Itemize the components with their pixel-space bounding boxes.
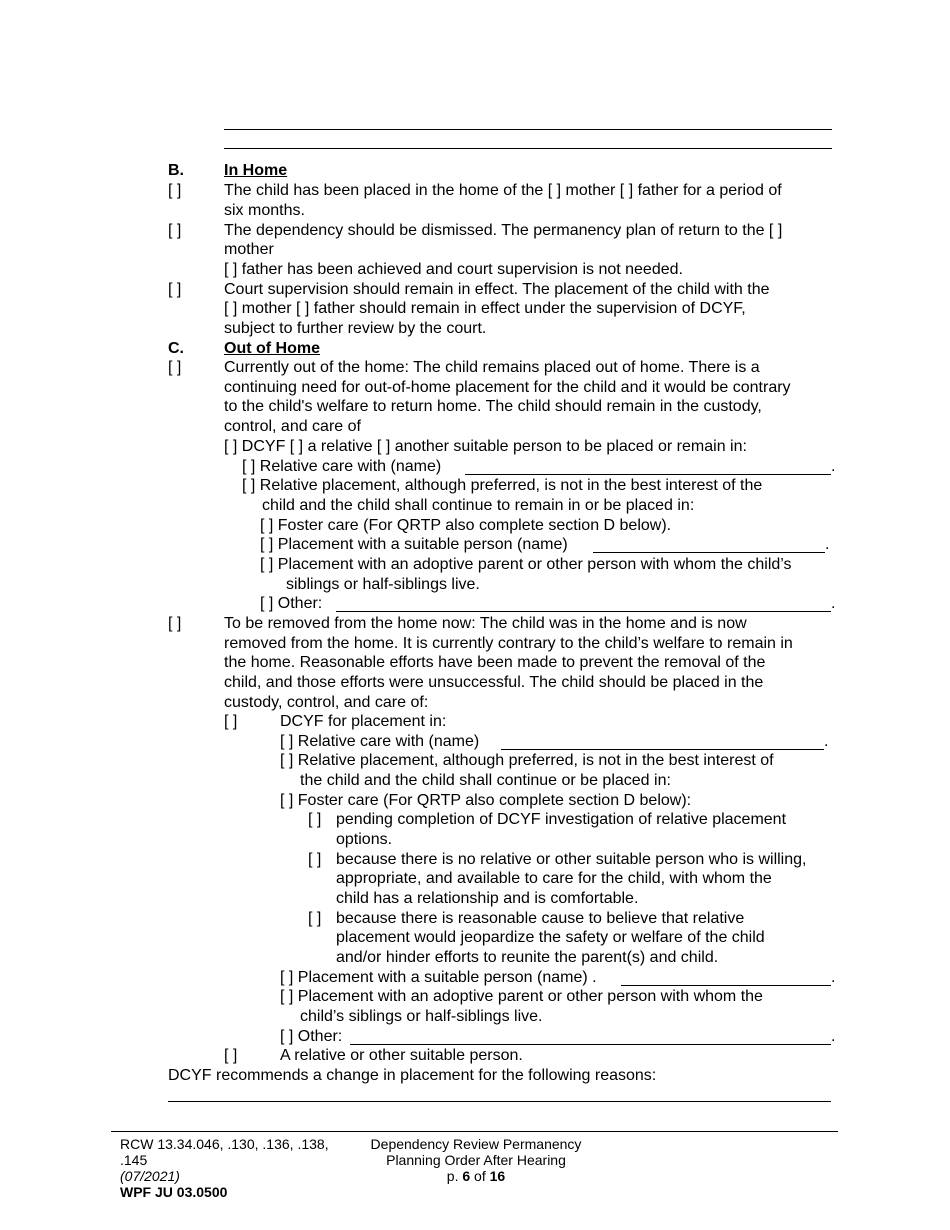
checkbox-b3[interactable]: [ ]	[168, 281, 182, 298]
footer-rcw-line-2: .145	[120, 1152, 148, 1168]
removed-line-3: the home. Reasonable efforts have been made to prevent the removal of the	[224, 654, 766, 671]
jeopardize-line-2: placement would jeopardize the safety or welfare of the child	[336, 929, 765, 946]
suitable-person-name-field[interactable]	[593, 552, 825, 553]
relative-care-period: .	[831, 458, 836, 475]
removed-other-field[interactable]	[350, 1044, 831, 1045]
foster-care-option[interactable]: [ ] Foster care (For QRTP also complete section D below).	[260, 517, 672, 534]
jeopardize-line-3: and/or hinder efforts to reunite the parent(s) and child.	[336, 949, 719, 966]
custodian-options[interactable]: [ ] DCYF [ ] a relative [ ] another suitable person to be placed or remain in:	[224, 438, 747, 455]
b2-line-1: The dependency should be dismissed. The permanency plan of return to the [ ]	[224, 222, 783, 239]
removed-line-1: To be removed from the home now: The child was in the home and is now	[224, 615, 747, 632]
answer-line-1[interactable]	[224, 129, 832, 130]
removed-other-option[interactable]: [ ] Other:	[280, 1028, 343, 1045]
pending-line-2: options.	[336, 831, 393, 848]
removed-relative-not-best-line-2: the child and the child shall continue or be placed in:	[300, 772, 671, 789]
currently-out-line-4: control, and care of	[224, 418, 361, 435]
relative-not-best-option[interactable]: [ ] Relative placement, although preferred, is not in the best interest of the	[242, 477, 763, 494]
removed-adoptive-line-2: child’s siblings or half-siblings live.	[300, 1008, 543, 1025]
recommendation-reasons-field[interactable]	[168, 1101, 831, 1102]
section-b-heading: In Home	[224, 162, 288, 179]
removed-suitable-person-option[interactable]: [ ] Placement with a suitable person (name) .	[280, 969, 597, 986]
relative-care-option[interactable]: [ ] Relative care with (name)	[242, 458, 442, 475]
removed-adoptive-option[interactable]: [ ] Placement with an adoptive parent or other person with whom the	[280, 988, 763, 1005]
relative-suitable-label: A relative or other suitable person.	[280, 1047, 523, 1064]
b1-line-2: six months.	[224, 202, 305, 219]
currently-out-line-3: to the child's welfare to return home. The child should remain in the custody,	[224, 398, 762, 415]
page-total: 16	[489, 1168, 506, 1184]
currently-out-line-1: Currently out of the home: The child remains placed out of home. There is a	[224, 359, 760, 376]
other-option[interactable]: [ ] Other:	[260, 595, 323, 612]
removed-relative-care-name-field[interactable]	[501, 749, 824, 750]
section-b-letter: B.	[168, 162, 184, 179]
removed-line-4: child, and those efforts were unsuccessful. The child should be placed in the	[224, 674, 764, 691]
other-field[interactable]	[336, 611, 831, 612]
checkbox-pending-investigation[interactable]: [ ]	[308, 811, 322, 828]
answer-line-2[interactable]	[224, 148, 832, 149]
no-relative-line-1: because there is no relative or other suitable person who is willing,	[336, 851, 807, 868]
relative-not-best-line-2: child and the child shall continue to remain in or be placed in:	[262, 497, 695, 514]
suitable-person-period: .	[825, 536, 830, 553]
checkbox-relative-suitable[interactable]: [ ]	[224, 1047, 238, 1064]
b1-line-1: The child has been placed in the home of the [ ] mother [ ] father for a period of	[224, 182, 782, 199]
no-relative-line-2: appropriate, and available to care for the child, with whom the	[336, 870, 772, 887]
checkbox-dcyf[interactable]: [ ]	[224, 713, 238, 730]
page-of: of	[470, 1168, 490, 1184]
section-c-heading: Out of Home	[224, 340, 320, 357]
no-relative-line-3: child has a relationship and is comfortable.	[336, 890, 639, 907]
jeopardize-line-1: because there is reasonable cause to believe that relative	[336, 910, 745, 927]
currently-out-line-2: continuing need for out-of-home placement for the child and it would be contrary	[224, 379, 791, 396]
b3-line-3: subject to further review by the court.	[224, 320, 487, 337]
dcyf-label: DCYF for placement in:	[280, 713, 447, 730]
page-prefix: p.	[446, 1168, 463, 1184]
removed-relative-not-best-option[interactable]: [ ] Relative placement, although preferred, is not in the best interest of	[280, 752, 774, 769]
checkbox-no-relative[interactable]: [ ]	[308, 851, 322, 868]
removed-foster-care-option[interactable]: [ ] Foster care (For QRTP also complete section D below):	[280, 792, 692, 809]
footer-title-line-2: Planning Order After Hearing	[386, 1152, 566, 1168]
checkbox-currently-out[interactable]: [ ]	[168, 359, 182, 376]
b2-line-2: mother	[224, 241, 274, 258]
section-c-letter: C.	[168, 340, 184, 357]
suitable-person-option[interactable]: [ ] Placement with a suitable person (name)	[260, 536, 568, 553]
adoptive-parent-option[interactable]: [ ] Placement with an adoptive parent or other person with whom the child’s	[260, 556, 792, 573]
removed-suitable-person-name-field[interactable]	[621, 985, 831, 986]
footer-form-number: WPF JU 03.0500	[120, 1184, 228, 1200]
removed-suitable-person-period: .	[831, 969, 836, 986]
footer-page-number	[336, 1168, 616, 1184]
other-period: .	[831, 595, 836, 612]
checkbox-jeopardize[interactable]: [ ]	[308, 910, 322, 927]
checkbox-b1[interactable]: [ ]	[168, 182, 182, 199]
adoptive-parent-line-2: siblings or half-siblings live.	[286, 576, 480, 593]
page-current: 6	[462, 1168, 471, 1184]
footer-revision: (07/2021)	[120, 1168, 180, 1184]
b2-line-3: [ ] father has been achieved and court supervision is not needed.	[224, 261, 683, 278]
removed-relative-care-option[interactable]: [ ] Relative care with (name)	[280, 733, 480, 750]
pending-line-1: pending completion of DCYF investigation of relative placement	[336, 811, 787, 828]
recommendation-text: DCYF recommends a change in placement for the following reasons:	[168, 1067, 657, 1084]
footer-rcw-line-1: RCW 13.34.046, .130, .136, .138,	[120, 1136, 329, 1152]
removed-line-2: removed from the home. It is currently contrary to the child’s welfare to remain in	[224, 635, 793, 652]
checkbox-b2[interactable]: [ ]	[168, 222, 182, 239]
footer-title-line-1: Dependency Review Permanency	[370, 1136, 582, 1152]
footer-rule	[111, 1131, 838, 1132]
relative-care-name-field[interactable]	[465, 474, 831, 475]
removed-relative-care-period: .	[824, 733, 829, 750]
b3-line-2: [ ] mother [ ] father should remain in effect under the supervision of DCYF,	[224, 300, 746, 317]
checkbox-to-be-removed[interactable]: [ ]	[168, 615, 182, 632]
b3-line-1: Court supervision should remain in effect. The placement of the child with the	[224, 281, 770, 298]
removed-line-5: custody, control, and care of:	[224, 694, 429, 711]
removed-other-period: .	[831, 1028, 836, 1045]
